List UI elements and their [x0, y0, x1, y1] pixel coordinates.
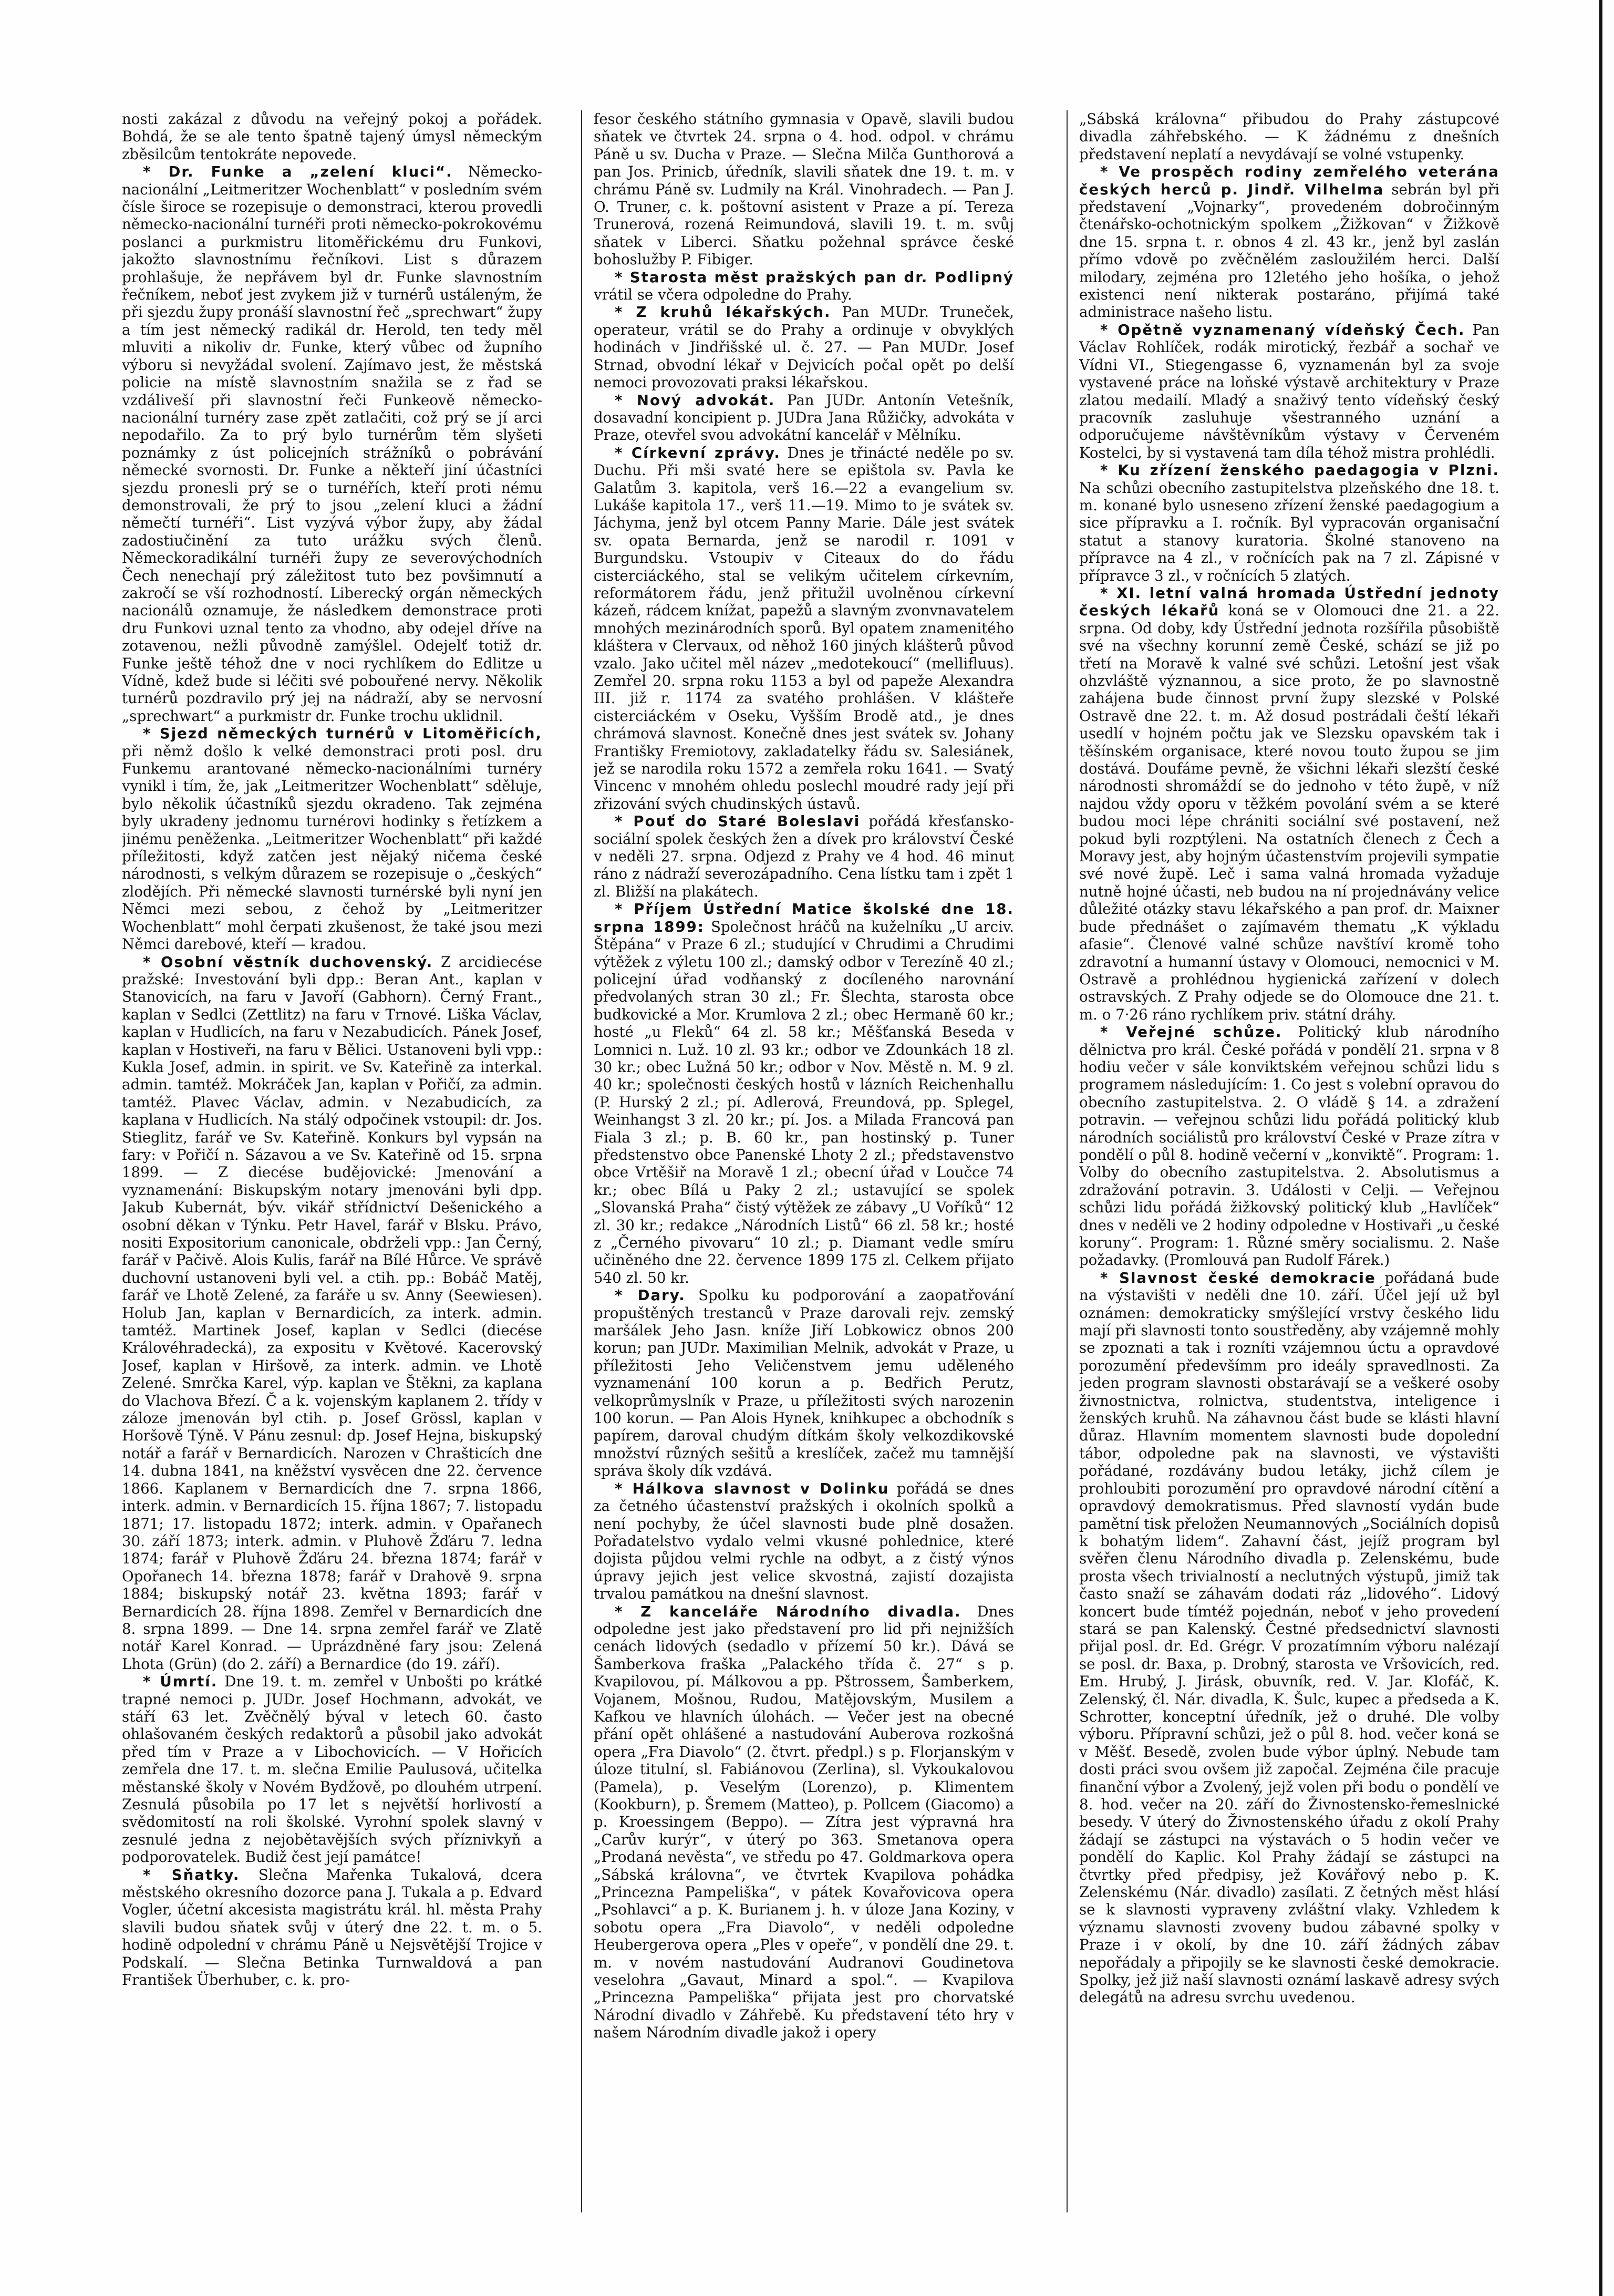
article-paragraph: * Osobní věstník duchovenský. Z arcidiecése pražské: Investování byli dpp.: Beran Ant., kaplan v Stanovicích, na faru v Javoří (Gabhorn). Černý Frant., kaplan v Sedlci (Zettlitz) na faru v Trnové. Liška Václav, kaplan v Hudlicích, na faru v Nezabudicích. Pánek Josef, kaplan v Hostiveři, na faru v Bělici. Ustanoveni byli vpp.: Kukla Josef, admin. in spirit. ve Sv. Kateřině za interkal. admin. tamtéž. Mokráček Jan, kaplan v Pořičí, za admin. tamtéž. Plavec Václav, admin. v Nezabudicích, za kaplana v Hudlicích. Na stálý odpočinek vstoupil: dr. Jos. Stieglitz, farář ve Sv. Kateřině. Konkurs byl vypsán na fary: v Pořičí n. Sázavou a ve Sv. Kateřině od 15. srpna 1899. — Z diecése budějovické: Jmenování a vyznamenání: Biskupským notary jmenováni byli dpp. Jakub Kubernát, býv. vikář střídnictví Dešenického a osobní děkan v Týnku. Petr Havel, farář v Blsku. Právo, nositi Expositorium canonicale, obdrželi vpp.: Jan Černý, farář v Pačivě. Alois Kulis, farář na Bílé Hůrce. Ve správě duchovní ustanoveni byli vel. a ctih. pp.: Bobáč Matěj, farář ve Lhotě Zelené, za faráře u sv. Anny (Seewiesen). Holub Jan, kaplan v Bernardicích, za interk. admin. tamtéž. Martinek Josef, kaplan v Sedlci (diecése Královéhradecká), za expositu v Květové. Kacerovský Josef, kaplan v Hiršově, za interk. admin. ve Lhotě Zelené. Smrčka Karel, výp. kaplan ve Štěkni, za kaplana do Vlachova Březí. Č a k. vojenským kaplanem 2. třídy v záloze jmenován byl ctih. p. Josef Grössl, kaplan v Horšově Týně. V Pánu zesnul: dp. Josef Hejna, biskupský notář a farář v Bernardicích. Narozen v Chrašticích dne 14. dubna 1841, na kněžství vysvěcen dne 22. července 1866. Kaplanem v Bernardicích dne 7. srpna 1866, interk. admin. v Bernardicích 15. října 1867; 7. listopadu 1871; 17. listopadu 1872; interk. admin. v Opařanech 30. září 1873; interk. admin. v Pluhově Žďáru 7. ledna 1874; farář v Pluhově Žďáru 24. března 1874; farář v Opořanech 14. března 1878; farář v Drahově 9. srpna 1884; biskupský notář 23. května 1893; farář v Bernardicích 28. října 1898. Zemřel v Bernardicích dne 8. srpna 1899. — Dne 14. srpna zemřel farář ve Zlatě notář Karel Konrad. — Uprázdněné fary jsou: Zelená Lhota (Grün) (do 2. září) a Bernardice (do 19. září). — [122, 953, 542, 1673]
article-paragraph: * Sňatky. Slečna Mařenka Tukalová, dcera městského okresního dozorce pana J. Tukala a p. Edvard Vogler, účetní akcesista magistrátu král. hl. města Prahy slavili budou sňatek svůj v úterý dne 22. t. m. o 5. hodině odpolední v chrámu Páně u Nejsvětější Trojice v Podskalí. — Slečna Betinka Turnwaldová a pan František Überhuber, c. k. pro- — [122, 1866, 542, 1989]
article-paragraph: * Dary. Spolku ku podporování a zaopatřování propuštěných trestanců v Praze darovali rejv. zemský maršálek Jeho Jasn. kníže Jiří Lobkowicz obnos 200 korun; pan JUDr. Maximilian Melnik, advokát v Praze, u příležitosti Jeho Veličenstvem jemu uděleného vyznamenání 100 korun a p. Bedřich Perutz, velkoprůmyslník v Praze, u příležitosti svých narozenin 100 korun. — Pan Alois Hynek, knihkupec a obchodník s papírem, daroval chudým dítkám školy velkozdikovské množství různých sešitů a kreslíček, začež mu tamnější správa školy dík vzdává. — [594, 1286, 1014, 1480]
article-heading: * Sjezd německých turnérů v Litoměřicích, — [143, 725, 542, 743]
article-paragraph: nosti zakázal z důvodu na veřejný pokoj a pořádek. Bohdá, že se ale tento špatně tajený úmysl německým zběsilcům tentokráte nepovede. — [122, 110, 542, 163]
article-heading: * Z kanceláře Národního divadla. — [615, 1602, 961, 1620]
article-paragraph: * Nový advokát. Pan JUDr. Antonín Vetešník, dosavadní koncipient p. JUDra Jana Růžičky, advokáta v Praze, otevřel svou advokátní kancelář v Mělníku. — [594, 391, 1014, 444]
column-2 — [594, 110, 1014, 2223]
article-paragraph: * Hálkova slavnost v Dolinku pořádá se dnes za četného účastenství pražských i okolních spolků a není pochyby, že účel slavnosti bude plně dosažen. Pořadatelstvo vydalo velmi vkusné pohlednice, které dojista půjdou velmi rychle na odbyt, a z čistý výnos úpravy jejich jest velice skvostná, zajistí dozajista trvalou památkou na dnešní slavnost. — [594, 1479, 1014, 1603]
article-heading: * Osobní věstník duchovenský. — [143, 953, 433, 971]
article-paragraph: * Opětně vyznamenaný vídeňský Čech. Pan Václav Rohlíček, rodák mirotický, řezbář a sochař ve Vídni VI., Stiegengasse 6, vyznamenán byl za svoje vystavené práce na loňské výstavě architektury v Praze zlatou medailí. Mladý a snaživý tento vídeňský český pracovník zasluhuje všestranného uznání a odporučujeme návštěvníkům výstavy v Červeném Kostelci, by si vystavená tam díla téhož mistra prohlédli. — [1079, 321, 1499, 461]
article-heading: * Slavnost české demokracie — [1100, 1269, 1376, 1286]
article-paragraph: * Starosta měst pražských pan dr. Podlipný vrátil se včera odpoledne do Prahy. — [594, 268, 1014, 304]
column-3 — [1079, 110, 1499, 2223]
article-heading: * Církevní zprávy. — [615, 444, 781, 461]
column-1 — [122, 110, 542, 2223]
article-paragraph: „Sábská královna“ přibudou do Prahy zástupcové divadla záhřebského. — K žádnému z dnešních představení neplatí a nevydávají se volné vstupenky. — [1079, 110, 1499, 163]
article-paragraph: * Církevní zprávy. Dnes je třinácté neděle po sv. Duchu. Při mši svaté here se epištola sv. Pavla ke Galatům 3. kapitola, verš 16.—22 a evangelium sv. Lukáše kapitola 17., verš 11.—19. Mimo to je svátek sv. Jáchyma, jenž byl otcem Panny Marie. Dále jest svátek sv. opata Bernarda, jenž se narodil r. 1091 v Burgundsku. Vstoupiv v Citeaux do do řádu cisterciáckého, stal se velikým učitelem církevním, reformátorem řádu, jenž přitužil uvolněnou církevní kázeň, rádcem knížat, papežů a slavným zvonvnavatelem mnohých mezinárodních sporů. Byl opatem znamenitého kláštera v Clervaux, od něhož 160 jiných klášterů původ vzalo. Jako učitel měl název „medotekoucí“ (mellifluus). Zemřel 20. srpna roku 1153 a byl od papeže Alexandra III. již r. 1174 za svatého prohlášen. V klášteře cisterciáckém v Oseku, Vyšším Brodě atd., je dnes chrámová slavnost. Konečně dnes jest svátek sv. Johany Františky Fremiotovy, zakladatelky řádu sv. Salesiánek, jež se narodila roku 1572 a zemřela roku 1641. — Svatý Vincenc v mnohém ohledu poslechl moudré rady její při zřizování svých chudinských ústavů. — [594, 444, 1014, 812]
article-paragraph: * XI. letní valná hromada Ústřední jednoty českých lékařů koná se v Olomouci dne 21. a 22. srpna. Od doby, kdy Ústřední jednota rozšířila působiště své na všechny korunní země České, schází se již po třetí na Moravě k valné své schůzi. Letošní jest však ohzvláště význannou, a sice proto, že po slavnostně zahájena bude činnost první župy slezské v Polské Ostravě dne 22. t. m. Až dosud postrádali čeští lékaři usedlí v hojném počtu jak ve Slezsku opavském tak i těšínském organisace, které novou touto župou se jim dostává. Doufáme pevně, že všichni lékaři slezští české národnosti shromáždí se do jednoho v této župě, v níž najdou vždy oporu v těžkém povolání svém a se které budou moci lépe chrániti sociální své postavení, než pokud byli rozptýleni. Na ostatních členech z Čech a Moravy jest, aby hojným účastenstvím projevili sympatie své nové župě. Leč i sama valná hromada vyžaduje nutně hojné účasti, neb budou na ní projednávány velice důležité otázky stavu lékařského a pan prof. dr. Maixner bude přednášet o zajímavém thematu „K výkladu afasie“. Členové valné schůze navštíví kromě toho zdravotní a humanní ústavy v Olomouci, nemocnici v M. Ostravě a prohlédnou hygienická zařízení v dolech ostravských. Z Prahy odjede se do Olomouce dne 21. t. m. o 7·26 ráno rychlíkem priv. státní dráhy. — [1079, 584, 1499, 1023]
article-heading: * Dr. Funke a „zelení kluci“. — [143, 163, 453, 181]
article-paragraph: * Veřejné schůze. Politický klub národního dělnictva pro král. České pořádá v pondělí 21. srpna v 8 hodiu večer v sále konviktském veřejnou schůzi lidu s programem následujícím: 1. Co jest s volební opravou do obecního zastupitelstva. 2. O vládě § 14. a zdražení potravin. — veřejnou schůzi lidu pořádá politický klub národních sociálistů pro království České v Praze zítra v pondělí o půl 8. hodině večerní v „konviktě“. Program: 1. Volby do obecního zastupitelstva. 2. Absolutismus a zdražování potravin. 3. Události v Celji. — Veřejnou schůzi lidu pořádá žižkovský politický klub „Havlíček“ dnes v neděli ve 2 hodiny odpoledne v Hostivaři „u české koruny“. Program: 1. Různé směry socialismu. 2. Naše požadavky. (Promlouvá pan Rudolf Fárek.) — [1079, 1023, 1499, 1269]
article-paragraph: * Ku zřízení ženského paedagogia v Plzni. Na schůzi obecního zastupitelstva plzeňského dne 18. t. m. konané bylo usneseno zřízení ženské paedagogium a sice přípravku a I. ročník. Byl vypracován organisační statut a stanovy kuratoria. Školné stanoveno na přípravce na 4 zl., v ročnících pak na 7 zl. Zápisné v přípravce 3 zl., v ročnících 5 zlatých. — [1079, 461, 1499, 584]
article-paragraph: * Úmrtí. Dne 19. t. m. zemřel v Unbošti po krátké trapné nemoci p. JUDr. Josef Hochmann, advokát, ve stáří 63 let. Zvěčnělý býval v letech 60. často ohlašovaném českých redaktorů a působil jako advokát před tím v Praze a v Libochovicích. — V Hořicích zemřela dne 17. t. m. slečna Emilie Paulusová, učitelka městanské školy v Novém Bydžově, po dlouhém utrpení. Zesnulá působila po 17 let s největší horlivostí a svědomitostí na roli školské. Vyrohní spolek slavný v zesnulé jedna z nejobětavějších svých příznivkyň a podporovatelek. Budiž čest její památce! — [122, 1673, 542, 1866]
article-heading: * Z kruhů lékařských. — [615, 303, 831, 321]
column-divider — [581, 110, 582, 2212]
article-paragraph: * Pouť do Staré Boleslavi pořádá křesťansko-sociální spolek českých žen a dívek pro království České v neděli 27. srpna. Odjezd z Prahy ve 4 hod. 46 minut ráno z nádraží severozápadního. Cena lístku tam i zpět 1 zl. Bližší na plakátech. — [594, 812, 1014, 900]
article-heading: * Nový advokát. — [615, 391, 775, 409]
article-heading: * Hálkova slavnost v Dolinku — [615, 1479, 889, 1497]
right-margin — [1602, 0, 1614, 2296]
article-heading: * Ve prospěch rodiny zemřelého veterána českých herců p. Jindř. Vilhelma — [1079, 163, 1499, 198]
article-heading: * Ku zřízení ženského paedagogia v Plzni. — [1100, 461, 1499, 479]
article-paragraph: * Slavnost české demokracie pořádaná bude na výstavišti v neděli dne 10. září. Účel její už byl oznámen: demokraticky smýšlející vrstvy českého lidu mají při slavnosti tonto soustředěny, aby vzájemně mohly se zpoznati a tak i rozníti vzájemnou úctu a opravdové porozumění předevšímm pro ideály spravedlnosti. Za jeden program slavnosti obstarávají se a veškeré osoby živnostnictva, rolnictva, studentstva, inteligence i ženských kruhů. Na záhavnou část bude se klásti hlavní důraz. Hlavním momentem slavnosti bude dopolední tábor, odpoledne pak na slavnosti, ve výstavišti pořádané, rozdávány budou letáky, jichž cílem je prohloubiti porozumění pro opravdové národní cítění a opravdový demokratismus. Před slavností vydán bude pamětní tisk přeložen Neumannových „Sociálních dopisů k bohatým lidem“. Zahavní část, jejíž program byl svěřen členu Národního divadla p. Zelenskému, bude prosta všech trivialností a neclutných výstupů, jimiž tak často snaží se záhavám dodati ráz „lidového“. Lidový koncert bude tímtéž pojednán, neboť v jeho provedení stará se pan Kalenský. Čestné předsednictví slavnosti přijal posl. dr. Ed. Grégr. V prozatímním výboru nalézají se posl. dr. Baxa, p. Drobný, starosta ve Vršovicích, red. Em. Hrubý, J. Jirásk, obuvník, red. V. Jar. Klofáč, K. Zelenský, čl. Nár. divadla, K. Šulc, kupec a předseda a K. Schrotter, konceptní úředník, jež o druhé. Dle volby výboru. Přípravní schůzi, jež o půl 8. hod. večer koná se v Měšť. Besedě, zvolen bude výbor úplný. Nebude tam dosti práci svou ovšem již započal. Zejména čile pracuje finanční výbor a Zvolený, jejž volen při bodu o pondělí ve 8. hod. večer na 20. září do Živnostensko-řemeslnické besedy. V úterý do Živnostenského úřadu z okolí Prahy žádají se zástupci na výstavách o 5 hodin večer ve pondělí do Kaplic. Kol Prahy žádají se zástupci na čtvrtky před předpisy, jež Kovářový nebo p. K. Zelenskému (Nár. divadlo) zasílati. Z četných měst hlásí se k slavnosti vypraveny zvláštní vlaky. Vzhledem k významu slavnosti zvoveny budou zábavné spolky v Praze i v okolí, by dne 10. září žádných zábav nepořádaly a připojily se ke slavnosti české demokracie. Spolky, jež již naší slavnosti oznámí laskavě adresy svých delegátů na adresu svrchu uvedenou. — [1079, 1269, 1499, 2006]
column-divider — [1067, 110, 1068, 2212]
article-heading: * Úmrtí. — [143, 1673, 218, 1691]
article-heading: * Starosta měst pražských pan dr. Podlipný — [615, 268, 1014, 286]
article-paragraph: * Dr. Funke a „zelení kluci“. Německo-nacionální „Leitmeritzer Wochenblatt“ v posledním svém čísle široce se rozepisuje o demonstraci, kterou provedli německo-nacionální turnéři proti německo-pokrokovému poslanci a purkmistru litoměřickému dru Funkovi, jakožto slavnostnímu řečníkovi. List s důrazem prohlašuje, že nepřávem byl dr. Funke slavnostním řečníkem, neboť jest zvykem již v turnérů ustáleným, že při sjezdu župy pronáší slavnostní řeč „sprechwart“ župy a tím jest německý radikál dr. Herold, ten tedy měl mluviti a nikoliv dr. Funke, který vůbec od župního výboru si nevyžádal svolení. Zajímavo jest, že městská policie na místě slavnostním snažila se z řad se vzdáliveší při slavnostní řeči Funkeově německo-nacionální turnéry zase zpět zatlačiti, což prý se jí arci nepodařilo. Za to prý bylo turnérům těm slyšeti poznámky z úst policejních strážníků o pobrávání německé svornosti. Dr. Funke a někteří jiní účastníci sjezdu pronesli prý se o turnéřích, kteří proti nému demonstrovali, že prý to jsou „zelení kluci a žádní němečtí turnéři“. List vyzývá výbor župy, aby žádal zadostiučinění za tuto urážku svých členů. Německoradikální turnéři župy ze severovýchodních Čech nenechají prý záležitost tuto bez povšimnutí a zakročí se vší rozhodností. Liberecký orgán německých nacionálů oznamuje, že následkem demonstrace proti dru Funkovi uznal tento za vhodno, aby odejel dříve na zotavenou, nežli původně zamýšlel. Odejelť totiž dr. Funke ještě téhož dne v noci rychlíkem do Edlitze u Vídně, kdež bude si léčiti své pobouřené nervy. Několik turnérů pozdravilo prý jej na nádraží, aby se nervosní „sprechwart“ a purkmistr dr. Funke trochu uklidnil. — [122, 163, 542, 725]
article-paragraph: * Z kanceláře Národního divadla. Dnes odpoledne jest jako představení pro lid při nejnižších cenách lidových (sedadlo v přízemí 50 kr.). Dává se Šamberkova fraška „Palackého třída č. 27“ s p. Kvapilovou, pí. Málkovou a pp. Pštrossem, Šamberkem, Vojanem, Mošnou, Rudou, Matějovským, Musilem a Kafkou ve hlavních úlohách. — Večer jest na obecné přání opět ohlášené a nastudování Auberova rozkošná opera „Fra Diavolo“ (2. čtvrt. předpl.) s p. Florjanským v úloze titulní, sl. Fabiánovou (Zerlina), sl. Vykoukalovou (Pamela), p. Veselým (Lorenzo), p. Klimentem (Kookburn), p. Šremem (Matteo), p. Pollcem (Giacomo) a p. Kroessingem (Beppo). — Zítra jest výpravná hra „Carův kurýr“, v úterý po 363. Smetanova opera „Prodaná nevěsta“, ve středu po 47. Goldmarkova opera „Sábská královna“, ve čtvrtek Kvapilova pohádka „Princezna Pampeliška“, v pátek Kovařovicova opera „Psohlavci“ a p. K. Burianem j. h. v úloze Jana Koziny, v sobotu opera „Fra Diavolo“, v neděli odpoledne Heubergerova opera „Ples v opeře“, v pondělí dne 29. t. m. v novém nastudování Audranovi Goudinetova veselohra „Gavaut, Minard a spol.“. — Kvapilova „Princezna Pampeliška“ přijata jest pro chorvatské Národní divadlo v Záhřebě. Ku představení této hry v našem Národním divadle jakož i opery — [594, 1602, 1014, 2042]
article-heading: * Příjem Ústřední Matice školské dne 18. srpna 1899: — [594, 900, 1014, 935]
article-heading: * Pouť do Staré Boleslavi — [615, 812, 861, 830]
article-heading: * Sňatky. — [143, 1866, 240, 1883]
article-paragraph: fesor českého státního gymnasia v Opavě, slavili budou sňatek ve čtvrtek 24. srpna o 4. hod. odpol. v chrámu Páně u sv. Ducha v Praze. — Slečna Milča Gunthorová a pan Jos. Prinicb, úředník, slavili sňatek dne 19. t. m. v chrámu Páně sv. Ludmily na Král. Vinohradech. — Pan J. O. Truner, c. k. poštovní asistent v Praze a pí. Tereza Trunerová, rozená Reimundová, slavili 19. t. m. svůj sňatek v Liberci. Sňatku požehnal správce české bohoslužby P. Fibiger. — [594, 110, 1014, 269]
article-paragraph: * Příjem Ústřední Matice školské dne 18. srpna 1899: Společnost hráčů na kuželníku „U arciv. Štěpána“ v Praze 6 zl.; studující v Chrudimi a Chrudimi výtěžek z výletu 100 zl.; damský odbor v Terezíně 40 zl.; policejní úřad vodňanský z docíleného narovnání předvolaných stran 30 zl.; Fr. Šlechta, starosta obce budkovické a Mor. Krumlova 2 zl.; obec Hermaně 60 kr.; hosté „u Fleků“ 64 zl. 58 kr.; Měšťanská Beseda v Lomnici n. Luž. 10 zl. 93 kr.; odbor ve Zdounkách 18 zl. 30 kr.; obec Lužná 50 kr.; odbor v Nov. Městě n. M. 9 zl. 40 kr.; společnosti českých hostů v lázních Reichenhallu (P. Hurský 2 zl.; pí. Adlerová, Freundová, pp. Splegel, Weinhangst 3 zl. 20 kr.; pí. Jos. a Milada Francová pan Fiala 3 zl.; p. B. 60 kr., pan hostinský p. Tuner předstenstvo obce Panenské Lhoty 2 zl.; představenstvo obce Vrtěšiř na Moravě 1 zl.; obecní úřad v Loučce 74 kr.; obec Bílá u Paky 2 zl.; ustavující se spolek „Slovanská Praha“ čistý výtěžek ze zábavy „U Voříků“ 12 zl. 30 kr.; redakce „Národních Listů“ 66 zl. 58 kr.; hosté z „Černého pivovaru“ 10 zl.; p. Diamant vedle smíru učiněného dne 22. července 1899 175 zl. Celkem přijato 540 zl. 50 kr. — [594, 900, 1014, 1286]
article-heading: * XI. letní valná hromada Ústřední jednoty českých lékařů — [1079, 584, 1499, 620]
article-paragraph: * Z kruhů lékařských. Pan MUDr. Truneček, operateur, vrátil se do Prahy a ordinuje v obvyklých hodinách v Jindřišské ul. č. 27. — Pan MUDr. Josef Strnad, obvodní lékař v Dejvicích počal opět po delší nemoci provozovati praksi lékařskou. — [594, 303, 1014, 392]
article-heading: * Dary. — [615, 1286, 686, 1304]
article-heading: * Veřejné schůze. — [1100, 1023, 1282, 1041]
article-heading: * Opětně vyznamenaný vídeňský Čech. — [1100, 321, 1465, 338]
article-paragraph: * Sjezd německých turnérů v Litoměřicích, při němž došlo k velké demonstraci proti posl. dru Funkemu arantované německo-nacionálními turnéry vynikl i tím, že, jak „Leitmeritzer Wochenblatt“ sděluje, bylo několik účastníků sjezdu okradeno. Tak zejména byly ukradeny jednomu turnérovi hodinky s řetízkem a jinému peněženka. „Leitmeritzer Wochenblatt“ při každé příležitosti, když zatčen jest nějaký ničema české národnosti, s velkým důrazem se rozepisuje o „českých“ zlodějích. Při německé slavnosti turnérské byli nyní jen Němci mezi sebou, z čehož by „Leitmeritzer Wochenblatt“ mohl čerpati zkušenost, že také jsou mezi Němci darebové, kteří — kradou. — [122, 725, 542, 953]
article-paragraph: * Ve prospěch rodiny zemřelého veterána českých herců p. Jindř. Vilhelma sebrán byl při představení „Vojnarky“, provedeném dobročinným čtenářsko-ochotnickým spolkem „Žižkovan“ v Žižkově dne 15. srpna t. r. obnos 4 zl. 43 kr., jenž byl zaslán přímo vdově po zvěčnělém zasloužilém herci. Další milodary, zejména pro 12letého jeho hošíka, o jehož existenci není nikterak postaráno, přijímá také administrace našeho listu. — [1079, 163, 1499, 321]
